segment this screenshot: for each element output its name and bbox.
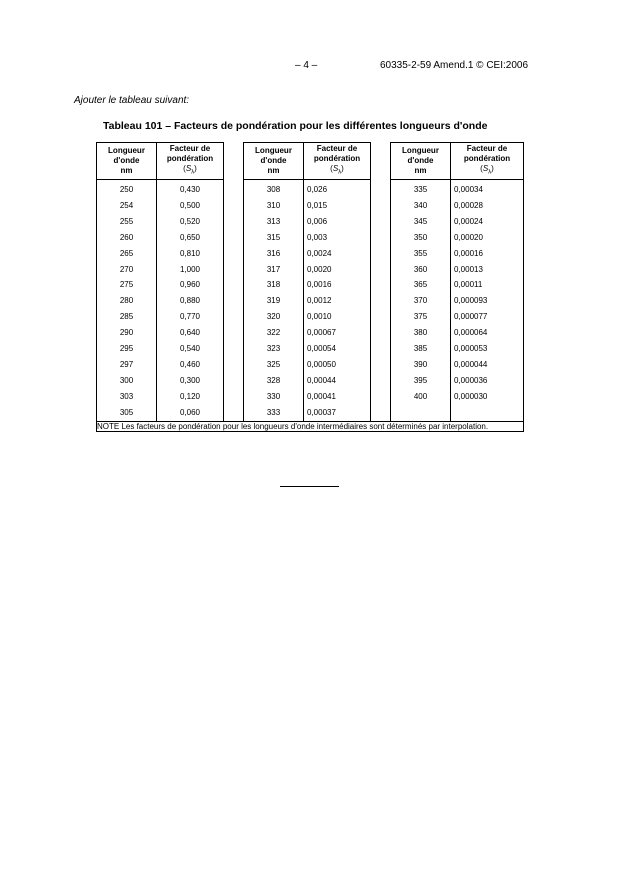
factor-cell: 0,000093	[451, 293, 524, 309]
table-row	[97, 325, 524, 341]
factor-cell: 0,770	[157, 309, 224, 325]
wavelength-cell: 315	[244, 230, 304, 246]
factor-cell: 0,300	[157, 373, 224, 389]
factor-cell: 0,0016	[304, 277, 371, 293]
factor-cell: 0,00034	[451, 180, 524, 198]
factor-cell: 0,650	[157, 230, 224, 246]
column-gap	[371, 341, 391, 357]
column-gap	[224, 198, 244, 214]
table-row	[97, 198, 524, 214]
column-gap	[371, 325, 391, 341]
wavelength-cell: 316	[244, 246, 304, 262]
column-gap	[371, 143, 391, 180]
column-gap	[371, 230, 391, 246]
wavelength-cell: 385	[391, 341, 451, 357]
factor-cell: 0,000044	[451, 357, 524, 373]
factor-cell: 0,00067	[304, 325, 371, 341]
wavelength-cell: 310	[244, 198, 304, 214]
wavelength-cell: 395	[391, 373, 451, 389]
factor-cell: 0,00054	[304, 341, 371, 357]
factor-cell: 0,00050	[304, 357, 371, 373]
table-row	[97, 373, 524, 389]
factor-cell: 0,0020	[304, 262, 371, 278]
factor-cell: 0,430	[157, 180, 224, 198]
wavelength-cell: 317	[244, 262, 304, 278]
table-row	[97, 277, 524, 293]
factor-cell: 0,00041	[304, 389, 371, 405]
column-gap	[224, 262, 244, 278]
wavelength-cell: 270	[97, 262, 157, 278]
column-gap	[371, 180, 391, 198]
table-row	[97, 309, 524, 325]
factor-cell: 0,026	[304, 180, 371, 198]
wavelength-cell: 330	[244, 389, 304, 405]
wavelength-cell: 254	[97, 198, 157, 214]
wavelength-cell: 320	[244, 309, 304, 325]
column-gap	[224, 341, 244, 357]
header-factor: Facteur de pondération $(S_\lambda)$	[157, 143, 224, 180]
table-note-row	[97, 421, 524, 431]
factor-cell: 0,0024	[304, 246, 371, 262]
wavelength-cell: 305	[97, 405, 157, 421]
factor-cell: 0,540	[157, 341, 224, 357]
column-gap	[224, 277, 244, 293]
factor-cell: 0,003	[304, 230, 371, 246]
factor-cell: 0,015	[304, 198, 371, 214]
wavelength-cell: 322	[244, 325, 304, 341]
column-gap	[224, 325, 244, 341]
weighting-factors-table	[96, 142, 524, 432]
table-row	[97, 214, 524, 230]
table-row	[97, 180, 524, 198]
table-row	[97, 341, 524, 357]
factor-cell: 0,0010	[304, 309, 371, 325]
factor-cell: 0,00020	[451, 230, 524, 246]
table-row	[97, 230, 524, 246]
wavelength-cell: 275	[97, 277, 157, 293]
column-gap	[224, 214, 244, 230]
factor-cell	[451, 405, 524, 421]
wavelength-cell: 380	[391, 325, 451, 341]
wavelength-cell: 260	[97, 230, 157, 246]
header-wavelength: Longueur d'onde nm	[391, 143, 451, 180]
wavelength-cell: 250	[97, 180, 157, 198]
wavelength-cell: 300	[97, 373, 157, 389]
table-row	[97, 246, 524, 262]
wavelength-cell: 280	[97, 293, 157, 309]
factor-cell: 0,0012	[304, 293, 371, 309]
factor-cell: 0,460	[157, 357, 224, 373]
column-gap	[224, 180, 244, 198]
wavelength-cell: 303	[97, 389, 157, 405]
instruction-text: Ajouter le tableau suivant:	[74, 95, 190, 106]
wavelength-cell: 390	[391, 357, 451, 373]
wavelength-cell: 295	[97, 341, 157, 357]
column-gap	[224, 373, 244, 389]
table-row	[97, 262, 524, 278]
factor-cell: 0,060	[157, 405, 224, 421]
header-wavelength: Longueur d'onde nm	[97, 143, 157, 180]
wavelength-cell: 333	[244, 405, 304, 421]
column-gap	[224, 389, 244, 405]
wavelength-cell: 375	[391, 309, 451, 325]
factor-cell: 0,120	[157, 389, 224, 405]
factor-cell: 0,006	[304, 214, 371, 230]
header-factor: Facteur de pondération $(S_\lambda)$	[451, 143, 524, 180]
column-gap	[371, 293, 391, 309]
factor-cell: 0,000030	[451, 389, 524, 405]
factor-cell: 0,960	[157, 277, 224, 293]
end-rule	[280, 486, 339, 487]
factor-cell: 0,000053	[451, 341, 524, 357]
wavelength-cell: 335	[391, 180, 451, 198]
column-gap	[224, 230, 244, 246]
wavelength-cell: 297	[97, 357, 157, 373]
document-reference: 60335-2-59 Amend.1 © CEI:2006	[380, 60, 529, 71]
factor-cell: 0,500	[157, 198, 224, 214]
table-row	[97, 389, 524, 405]
column-gap	[224, 309, 244, 325]
header-wavelength: Longueur d'onde nm	[244, 143, 304, 180]
factor-cell: 0,000064	[451, 325, 524, 341]
factor-cell: 0,00028	[451, 198, 524, 214]
wavelength-cell	[391, 405, 451, 421]
column-gap	[371, 373, 391, 389]
column-gap	[371, 246, 391, 262]
column-gap	[224, 405, 244, 421]
column-gap	[371, 357, 391, 373]
column-gap	[371, 214, 391, 230]
wavelength-cell: 345	[391, 214, 451, 230]
column-gap	[224, 357, 244, 373]
factor-cell: 0,880	[157, 293, 224, 309]
column-gap	[371, 309, 391, 325]
wavelength-cell: 255	[97, 214, 157, 230]
wavelength-cell: 365	[391, 277, 451, 293]
wavelength-cell: 308	[244, 180, 304, 198]
factor-cell: 0,810	[157, 246, 224, 262]
column-gap	[371, 405, 391, 421]
wavelength-cell: 318	[244, 277, 304, 293]
table-note: NOTE Les facteurs de pondération pour les longueurs d'onde intermédiaires sont déterminés par interpolation.	[97, 421, 524, 431]
factor-cell: 0,640	[157, 325, 224, 341]
page-number: – 4 –	[295, 60, 318, 71]
wavelength-cell: 350	[391, 230, 451, 246]
wavelength-cell: 323	[244, 341, 304, 357]
column-gap	[224, 293, 244, 309]
factor-cell: 0,00016	[451, 246, 524, 262]
column-gap	[224, 246, 244, 262]
wavelength-cell: 355	[391, 246, 451, 262]
factor-cell: 0,00013	[451, 262, 524, 278]
wavelength-cell: 313	[244, 214, 304, 230]
column-gap	[371, 198, 391, 214]
factor-cell: 0,520	[157, 214, 224, 230]
factor-cell: 0,00044	[304, 373, 371, 389]
wavelength-cell: 265	[97, 246, 157, 262]
factor-cell: 0,00037	[304, 405, 371, 421]
wavelength-cell: 285	[97, 309, 157, 325]
header-factor: Facteur de pondération $(S_\lambda)$	[304, 143, 371, 180]
wavelength-cell: 360	[391, 262, 451, 278]
wavelength-cell: 340	[391, 198, 451, 214]
wavelength-cell: 370	[391, 293, 451, 309]
table-title: Tableau 101 – Facteurs de pondération pour les différentes longueurs d'onde	[103, 120, 488, 132]
table-row	[97, 357, 524, 373]
wavelength-cell: 325	[244, 357, 304, 373]
table-row	[97, 293, 524, 309]
wavelength-cell: 400	[391, 389, 451, 405]
table-header-row	[97, 143, 524, 180]
column-gap	[224, 143, 244, 180]
factor-cell: 0,000077	[451, 309, 524, 325]
factor-cell: 0,000036	[451, 373, 524, 389]
factor-cell: 1,000	[157, 262, 224, 278]
column-gap	[371, 389, 391, 405]
column-gap	[371, 262, 391, 278]
factor-cell: 0,00011	[451, 277, 524, 293]
factor-cell: 0,00024	[451, 214, 524, 230]
wavelength-cell: 328	[244, 373, 304, 389]
column-gap	[371, 277, 391, 293]
table-row	[97, 405, 524, 421]
wavelength-cell: 290	[97, 325, 157, 341]
wavelength-cell: 319	[244, 293, 304, 309]
